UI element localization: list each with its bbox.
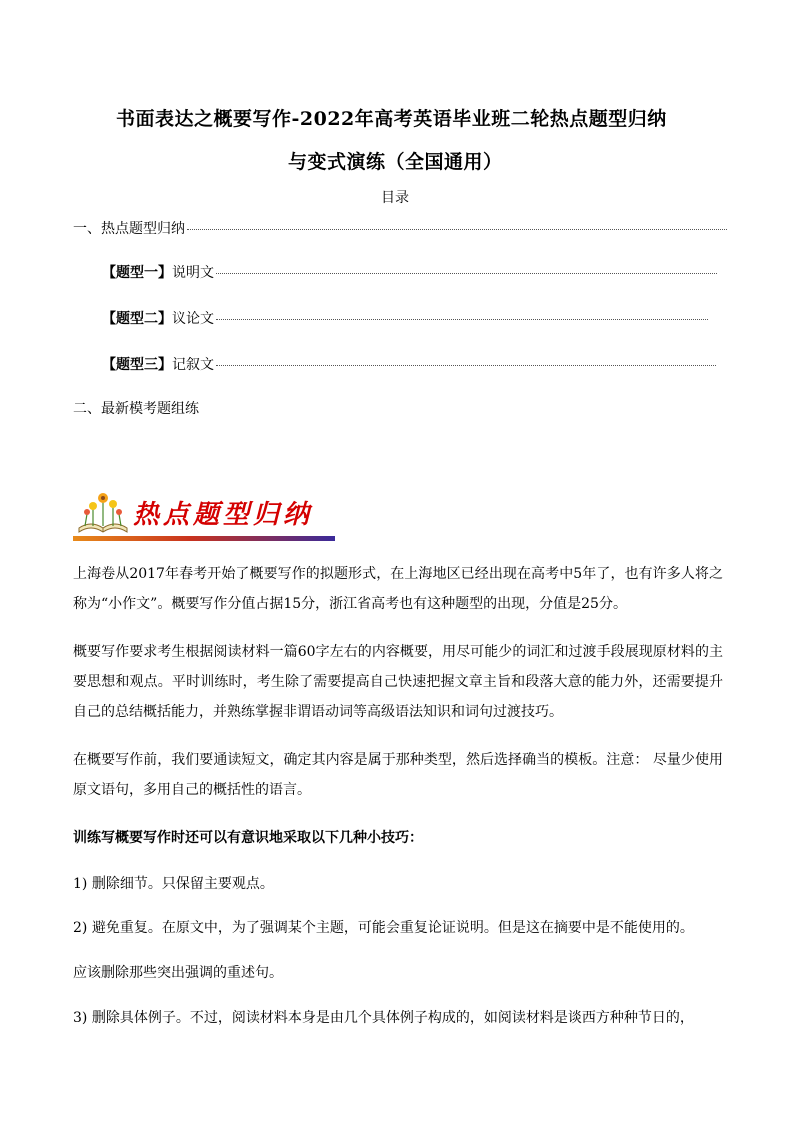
toc-item-label: 说明文 <box>172 265 214 281</box>
paragraph-tip-2: 2) 避免重复。在原文中，为了强调某个主题，可能会重复论证说明。但是这在摘要中是不能使用的。 <box>73 920 694 936</box>
paragraph-intro: 上海卷从2017年春考开始了概要写作的拟题形式，在上海地区已经出现在高考中5年了，也有许多人将之称为“小作文”。概要写作分值占据15分，浙江省高考也有这种题型的出现，分值是25分。 <box>73 566 723 612</box>
paragraph-tip-2-continued: 应该删除那些突出强调的重述句。 <box>73 965 283 981</box>
toc-item-type1[interactable] <box>102 262 717 282</box>
toc-item-label: 议论文 <box>172 311 214 327</box>
toc-item-hot-topics[interactable] <box>73 218 727 238</box>
toc-item-label: 一、热点题型归纳 <box>73 221 185 237</box>
paragraph-before-writing: 在概要写作前，我们要通读短文，确定其内容是属于那种类型，然后选择确当的模板。注意： 尽量少使用原文语句，多用自己的概括性的语言。 <box>73 752 723 798</box>
open-book-with-flowers-icon <box>75 488 131 538</box>
toc-item-prefix: 【题型一】 <box>102 265 172 281</box>
toc-item-type3[interactable] <box>102 354 716 374</box>
paragraph-requirements: 概要写作要求考生根据阅读材料一篇60字左右的内容概要，用尽可能少的词汇和过渡手段展现原材料的主要思想和观点。平时训练时，考生除了需要提高自己快速把握文章主旨和段落大意的能力外，还需要提升自己的总结概括能力，并熟练掌握非谓语动词等高级语法知识和词句过渡技巧。 <box>73 644 723 720</box>
toc-item-label: 记叙文 <box>172 357 214 373</box>
toc-item-type2[interactable] <box>102 308 708 328</box>
paragraph-tip-1: 1) 删除细节。只保留主要观点。 <box>73 876 274 892</box>
banner-underline <box>73 536 335 541</box>
document-title-line1: 书面表达之概要写作-2022年高考英语毕业班二轮热点题型归纳 <box>116 108 667 130</box>
section-banner <box>73 488 335 546</box>
toc-leader-dots <box>216 365 716 366</box>
toc-leader-dots <box>216 273 717 274</box>
toc-leader-dots <box>216 319 708 320</box>
toc-item-prefix: 【题型三】 <box>102 357 172 373</box>
toc-heading: 目录 <box>381 190 409 206</box>
document-title-line2: 与变式演练（全国通用） <box>288 151 503 173</box>
toc-item-practice[interactable] <box>73 398 199 418</box>
paragraph-tip-3: 3) 删除具体例子。不过，阅读材料本身是由几个具体例子构成的，如阅读材料是谈西方种种节日的， <box>73 1010 694 1026</box>
toc-item-label: 二、最新模考题组练 <box>73 401 199 417</box>
toc-item-prefix: 【题型二】 <box>102 311 172 327</box>
toc-leader-dots <box>187 229 727 230</box>
banner-title: 热点题型归纳 <box>133 500 314 530</box>
paragraph-tips-heading: 训练写概要写作时还可以有意识地采取以下几种小技巧： <box>73 830 423 846</box>
